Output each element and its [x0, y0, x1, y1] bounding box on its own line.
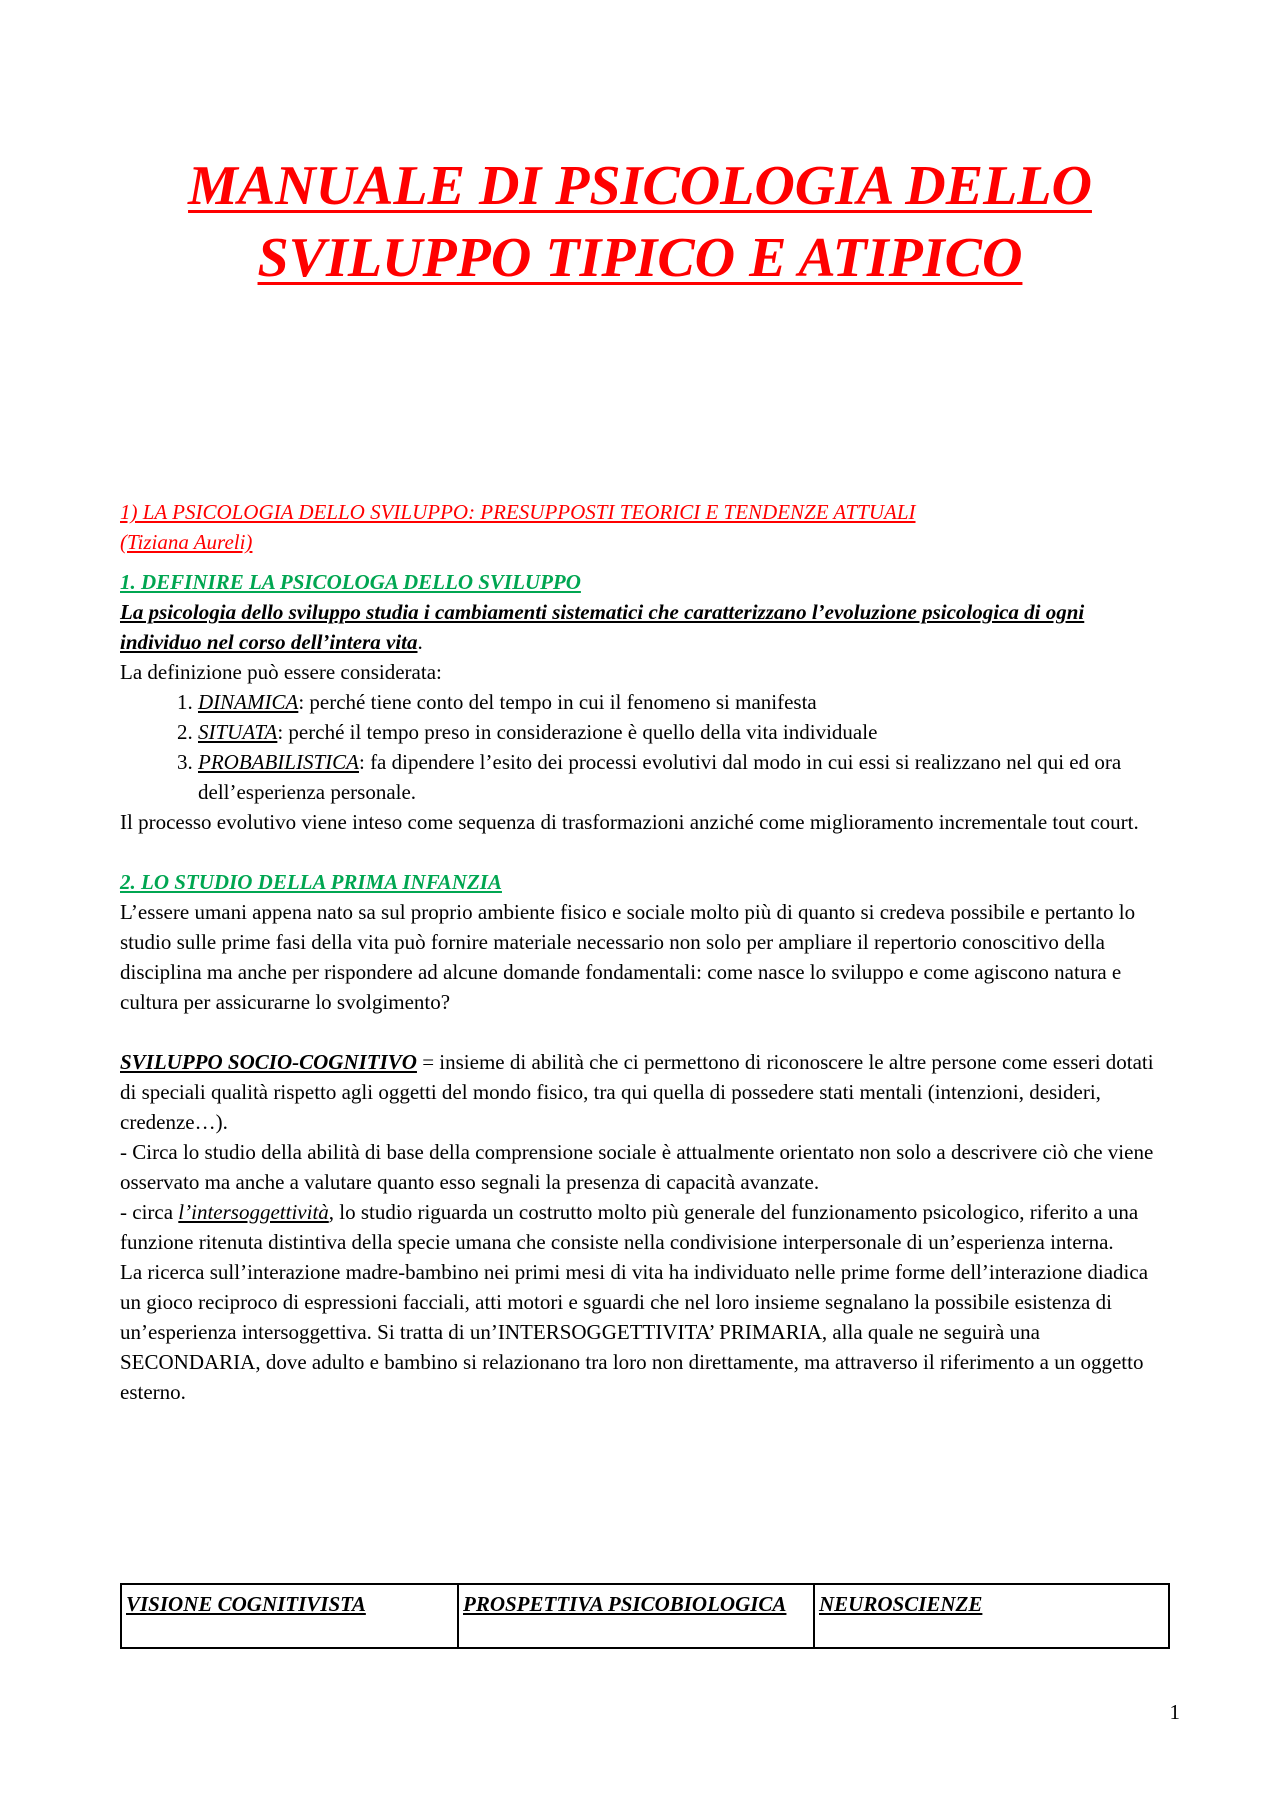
section2-paragraph: [120, 1197, 1170, 1257]
table-header-cell: VISIONE COGNITIVISTA: [122, 1585, 459, 1647]
definition-end: .: [417, 630, 423, 654]
intersog-pre: - circa: [120, 1200, 179, 1224]
list-text: : perché il tempo preso in considerazione è quello della vita individuale: [277, 720, 878, 744]
section2-paragraph: L’essere umani appena nato sa sul proprio ambiente fisico e sociale molto più di quanto si credeva possibile e pertanto lo studio sulle prime fasi della vita può fornire materiale necessario non solo per ampliare il repertorio conoscitivo della disciplina ma anche per rispondere ad alcune domande fondamentali: come nasce lo sviluppo e come agiscono natura e cultura per assicurarne lo svolgimento?: [120, 900, 1136, 1014]
table-header-cell: PROSPETTIVA PSICOBIOLOGICA: [459, 1585, 815, 1647]
term-definition-text: = insieme di abilità che ci permettono di riconoscere le altre persone come esseri dotati di speciali qualità rispetto agli oggetti del mondo fisico, tra qui quella di possedere stati mentali (intenzioni, desideri, credenze…).: [120, 1050, 1154, 1134]
term-sviluppo-socio-cognitivo: SVILUPPO SOCIO-COGNITIVO: [120, 1050, 417, 1074]
list-text: : fa dipendere l’esito dei processi evolutivi dal modo in cui essi si realizzano nel qui ed ora dell’esperienza personale.: [198, 750, 1122, 804]
term-intersoggettivita: l’intersoggettività: [178, 1200, 329, 1224]
section2-term-definition: [120, 1047, 1170, 1137]
section1-intro: La definizione può essere considerata:: [120, 660, 442, 684]
chapter-author: (Tiziana Aureli): [120, 530, 253, 554]
list-text: : perché tiene conto del tempo in cui il fenomeno si manifesta: [298, 690, 817, 714]
list-item: [198, 717, 1170, 747]
definition-properties-list: [120, 687, 1170, 807]
section1-closing: Il processo evolutivo viene inteso come sequenza di trasformazioni anziché come miglioramento incrementale tout court.: [120, 810, 1139, 834]
perspectives-table: [120, 1583, 1170, 1649]
chapter-heading: 1) LA PSICOLOGIA DELLO SVILUPPO: PRESUPPOSTI TEORICI E TENDENZE ATTUALI: [120, 500, 916, 524]
section2-heading: 2. LO STUDIO DELLA PRIMA INFANZIA: [120, 870, 502, 894]
list-term: PROBABILISTICA: [198, 750, 359, 774]
section1-heading: 1. DEFINIRE LA PSICOLOGA DELLO SVILUPPO: [120, 570, 581, 594]
definition-text: La psicologia dello sviluppo studia i cambiamenti sistematici che caratterizzano l’evoluzione psicologica di ogni individuo nel corso dell’intera vita: [120, 600, 1085, 654]
list-item: [198, 687, 1170, 717]
document-body: [120, 497, 1170, 1407]
page-number: 1: [1169, 1700, 1180, 1724]
list-item: [198, 747, 1170, 807]
table-header-cell: NEUROSCIENZE: [819, 1592, 983, 1616]
section1-definition: [120, 597, 1170, 657]
list-term: DINAMICA: [198, 690, 299, 714]
section2-paragraph: La ricerca sull’interazione madre-bambino nei primi mesi di vita ha individuato nelle prime forme dell’interazione diadica un gioco reciproco di espressioni facciali, atti motori e sguardi che nel loro insieme segnalano la possibile esistenza di un’esperienza intersoggettiva. Si tratta di un’INTERSOGGETTIVITA’ PRIMARIA, alla quale ne seguirà una SECONDARIA, dove adulto e bambino si relazionano tra loro non direttamente, ma attraverso il riferimento a un oggetto esterno.: [120, 1260, 1149, 1404]
intersog-post: , lo studio riguarda un costrutto molto più generale del funzionamento psicologico, riferito a una funzione ritenuta distintiva della specie umana che consiste nella condivisione interpersonale di un’esperienza interna.: [120, 1200, 1139, 1254]
document-title: MANUALE DI PSICOLOGIA DELLO SVILUPPO TIPICO E ATIPICO: [188, 155, 1092, 289]
section2-paragraph: - Circa lo studio della abilità di base della comprensione sociale è attualmente orientato non solo a descrivere ciò che viene osservato ma anche a valutare quanto esso segnali la presenza di capacità avanzate.: [120, 1140, 1154, 1194]
list-term: SITUATA: [198, 720, 278, 744]
